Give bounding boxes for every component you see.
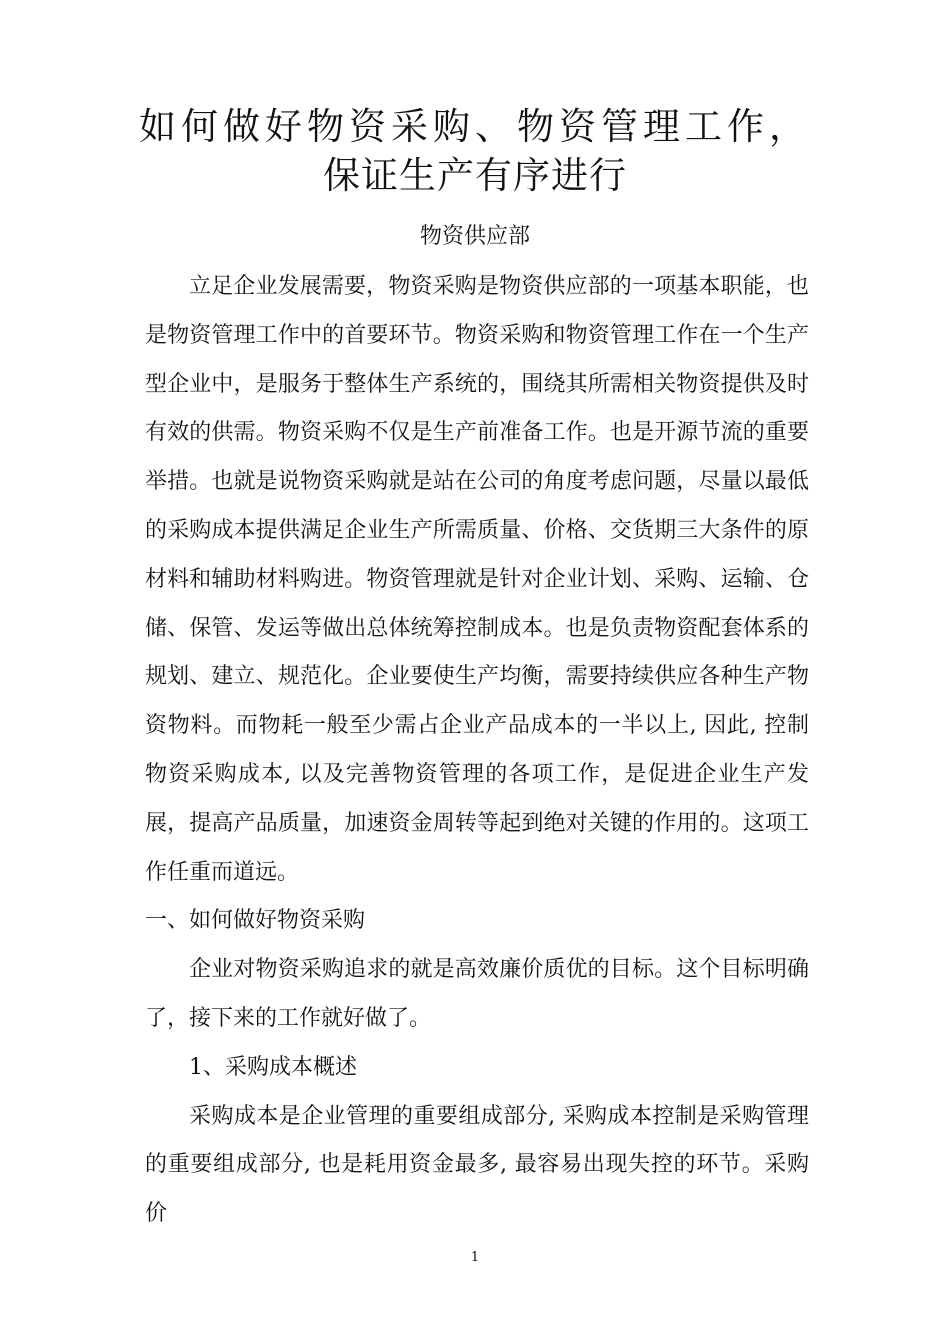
document-title-line-1: 如何做好物资采购、物资管理工作， (139, 105, 811, 148)
page-number: 1 (470, 1250, 480, 1265)
body-paragraph: 采购成本是企业管理的重要组成部分, 采购成本控制是采购管理的重要组成部分, 也是耗用资金最多, 最容易出现失控的环节。采购价 (145, 1103, 809, 1227)
body-paragraph: 企业对物资采购追求的就是高效廉价质优的目标。这个目标明确了，接下来的工作就好做了。 (145, 957, 809, 1031)
section-heading: 一、如何做好物资采购 (145, 908, 366, 934)
subsection-heading: 1、采购成本概述 (189, 1054, 357, 1080)
document-body (145, 263, 809, 1239)
body-paragraph: 立足企业发展需要，物资采购是物资供应部的一项基本职能，也是物资管理工作中的首要环节。物资采购和物资管理工作在一个生产型企业中，是服务于整体生产系统的，围绕其所需相关物资提供及时有效的供需。物资采购不仅是生产前准备工作。也是开源节流的重要举措。也就是说物资采购就是站在公司的角度考虑问题，尽量以最低的采购成本提供满足企业生产所需质量、价格、交货期三大条件的原材料和辅助材料购进。物资管理就是针对企业计划、采购、运输、仓储、保管、发运等做出总体统筹控制成本。也是负责物资配套体系的规划、建立、规范化。企业要使生产均衡，需要持续供应各种生产物资物料。而物耗一般至少需占企业产品成本的一半以上, 因此, 控制物资采购成本, 以及完善物资管理的各项工作，是促进企业生产发展，提高产品质量，加速资金周转等起到绝对关键的作用的。这项工作任重而道远。 (145, 274, 809, 885)
department-name: 物资供应部 (419, 224, 530, 249)
document-title-line-2: 保证生产有序进行 (323, 154, 627, 197)
